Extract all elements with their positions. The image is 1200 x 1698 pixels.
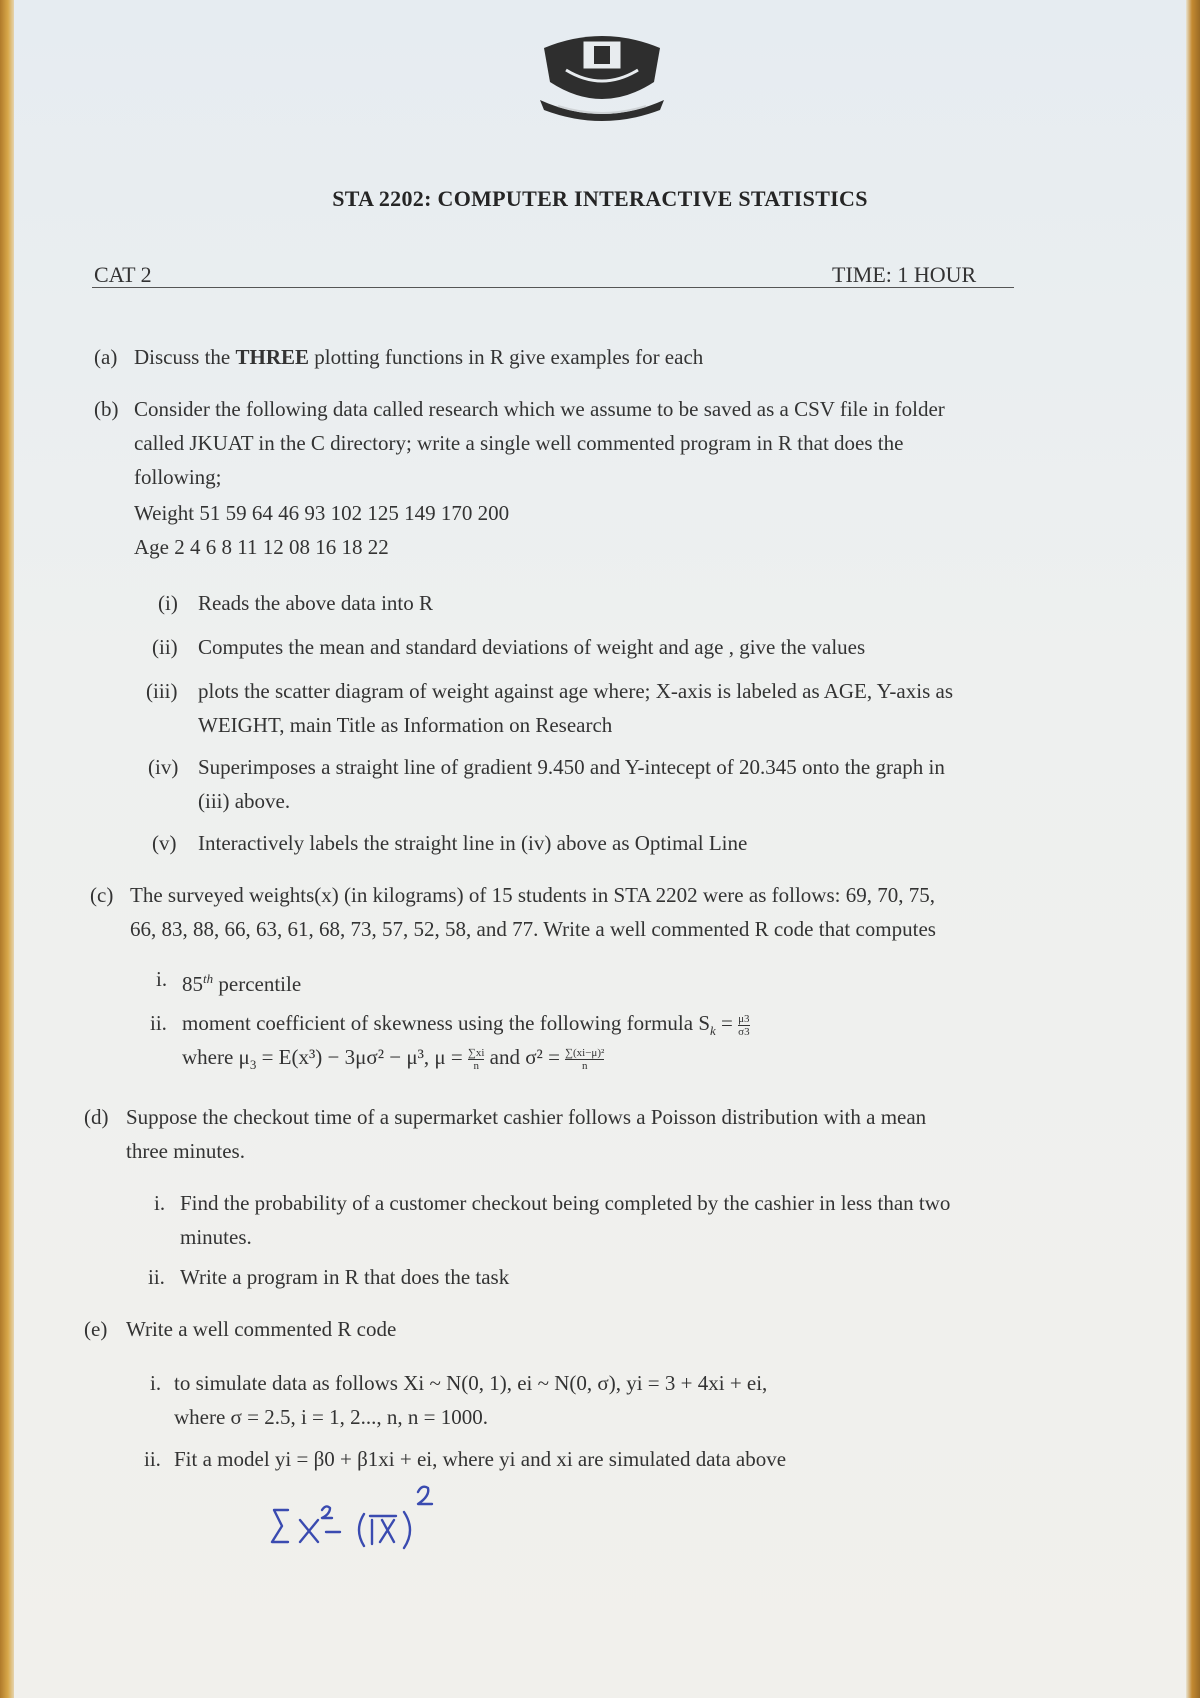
university-logo xyxy=(536,30,668,122)
percentile-number: 85 xyxy=(182,972,203,996)
fraction-numerator: ∑xi xyxy=(467,1046,485,1059)
item-text: plots the scatter diagram of weight against age where; X-axis is labeled as AGE, Y-axis as xyxy=(198,679,953,703)
item-label: ii. xyxy=(150,1011,167,1035)
fraction-denominator: n xyxy=(581,1059,588,1072)
item-label: ii. xyxy=(148,1265,165,1289)
question-text: plotting functions in R give examples for each xyxy=(309,345,704,369)
question-c xyxy=(90,878,1120,946)
item-text: minutes. xyxy=(180,1225,252,1249)
item-label: (iii) xyxy=(146,679,178,703)
question-text: Discuss the xyxy=(134,345,236,369)
question-label: (e) xyxy=(84,1317,108,1341)
emphasis-text: THREE xyxy=(235,345,310,369)
item-text: Interactively labels the straight line in (iv) above as Optimal Line xyxy=(198,831,748,855)
time-label: TIME: 1 HOUR xyxy=(832,262,977,287)
subscript: k xyxy=(710,1023,716,1039)
item-text: Reads the above data into R xyxy=(198,591,434,615)
item-text: Computes the mean and standard deviations of weight and age , give the values xyxy=(198,635,866,659)
question-text: Suppose the checkout time of a supermarket cashier follows a Poisson distribution with a mean xyxy=(126,1105,927,1129)
item-text: (iii) above. xyxy=(198,789,291,813)
fraction-numerator: ∑(xi−μ)² xyxy=(565,1046,605,1059)
fraction-numerator: μ3 xyxy=(738,1012,750,1025)
exam-paper: STA 2202: COMPUTER INTERACTIVE STATISTICS CAT 2 TIME: 1 HOUR (a) Discuss the THREE plotting functions in R give examples for each (b) Consider the following data called research which we assume to be saved as a CSV file in folder called JKUAT in the C directory; write a single well commented program in R that does the following; Weight 51 59 64 46 93 102 125 149 170 200 Age 2 4 6 8 11 12 08 16 18 22 (i) Reads the above data into R (ii) Computes the mean and standard deviations of weight and age , give the values (iii) plots the scatter diagram of weight against age where; X-axis is labeled as AGE, Y-axis as WEIGHT, main Title as Information on Research (iv) Superimposes a straight line of gradient 9.450 and Y-intecept of 20.345 onto the graph in (iii) above. (v) Interactively labels the straight line in (iv) above as Optimal Line (c) The surveyed weights(x) (in kilograms) of 15 students in STA 2202 were as follows: 69, 70, 75, 66, 83, 88, 66, 63, 61, 68, 73, 57, 52, 58, and 77. Write a well commented R code that computes i. 85th percentile ii. moment coefficient of skewness using the following formula $S_k$ = $\frac{\mu 3}{\sigma 3}$ where $\mu_3 = E(x^3) - 3\mu\sigma^2 - \mu^3$, μ = $\frac{\sum xi}{n}$ and σ² = $\frac{\text{∑(xi−μ)²}}{n}$ (d) Suppose the checkout time of a supermarket cashier follows a Poisson distribution with a mean three minutes. i. Find the probability of a customer checkout being completed by the cashier in less than two minutes. ii. Write a program in R that does the task (e) Write a well commented R code i. to simulate data as follows Xi ~ N(0, 1), ei ~ N(0, σ), yi = 3 + 4xi + ei, where σ = 2.5, i = 1, 2..., n, n = 1000. ii. Fit a model yi = β0 + β1xi + ei, where yi and xi are simulated data above xyxy=(14,0,1186,1698)
age-data: Age 2 4 6 8 11 12 08 16 18 22 xyxy=(134,535,389,559)
item-label: i. xyxy=(156,967,168,991)
course-title: STA 2202: COMPUTER INTERACTIVE STATISTICS xyxy=(332,186,868,211)
question-d xyxy=(84,1100,1124,1168)
question-label: (d) xyxy=(84,1105,109,1129)
question-label: (b) xyxy=(94,397,119,421)
item-label: i. xyxy=(154,1191,166,1215)
item-text: Write a program in R that does the task xyxy=(180,1265,510,1289)
item-text: to simulate data as follows Xi ~ N(0, 1), ei ~ N(0, σ), yi = 3 + 4xi + ei, xyxy=(174,1371,768,1395)
question-text: three minutes. xyxy=(126,1139,245,1163)
question-a xyxy=(94,340,704,374)
item-label: i. xyxy=(150,1371,162,1395)
question-b xyxy=(94,392,1114,564)
superscript: th xyxy=(203,971,214,986)
question-text: The surveyed weights(x) (in kilograms) of 15 students in STA 2202 were as follows: 69, 70, 75, xyxy=(130,883,935,907)
item-label: ii. xyxy=(144,1447,161,1471)
equals: = xyxy=(715,1011,739,1035)
item-label: (i) xyxy=(158,591,178,615)
item-text: Fit a model yi = β0 + β1xi + ei, where yi and xi are simulated data above xyxy=(174,1447,787,1471)
item-text: Find the probability of a customer checkout being completed by the cashier in less than two xyxy=(180,1191,951,1215)
item-text: Superimposes a straight line of gradient 9.450 and Y-intecept of 20.345 onto the graph in xyxy=(198,755,945,779)
header-divider xyxy=(92,287,1014,288)
item-label: (iv) xyxy=(148,755,179,779)
question-text: 66, 83, 88, 66, 63, 61, 68, 73, 57, 52, 58, and 77. Write a well commented R code that computes xyxy=(130,917,936,941)
item-text: and σ² = xyxy=(484,1045,566,1069)
handwritten-note xyxy=(270,1478,490,1558)
question-label: (c) xyxy=(90,883,114,907)
item-label: (v) xyxy=(152,831,177,855)
question-label: (a) xyxy=(94,345,118,369)
item-text: = E(x³) − 3μσ² − μ³, μ = xyxy=(256,1045,468,1069)
item-text: moment coefficient of skewness using the following formula S xyxy=(182,1011,711,1035)
cat-label: CAT 2 xyxy=(94,262,152,287)
question-text: following; xyxy=(134,465,222,489)
item-text: where μ xyxy=(182,1045,250,1069)
item-label: (ii) xyxy=(152,635,178,659)
item-text: percentile xyxy=(213,972,302,996)
question-text: Consider the following data called research which we assume to be saved as a CSV file in folder xyxy=(134,397,945,421)
fraction-denominator: σ3 xyxy=(738,1025,750,1038)
item-text: WEIGHT, main Title as Information on Research xyxy=(198,713,613,737)
fraction-denominator: n xyxy=(473,1059,479,1072)
item-text: where σ = 2.5, i = 1, 2..., n, n = 1000. xyxy=(174,1405,488,1429)
question-text: called JKUAT in the C directory; write a single well commented program in R that does the xyxy=(134,431,904,455)
weight-data: Weight 51 59 64 46 93 102 125 149 170 200 xyxy=(134,501,510,525)
question-text: Write a well commented R code xyxy=(126,1317,397,1341)
